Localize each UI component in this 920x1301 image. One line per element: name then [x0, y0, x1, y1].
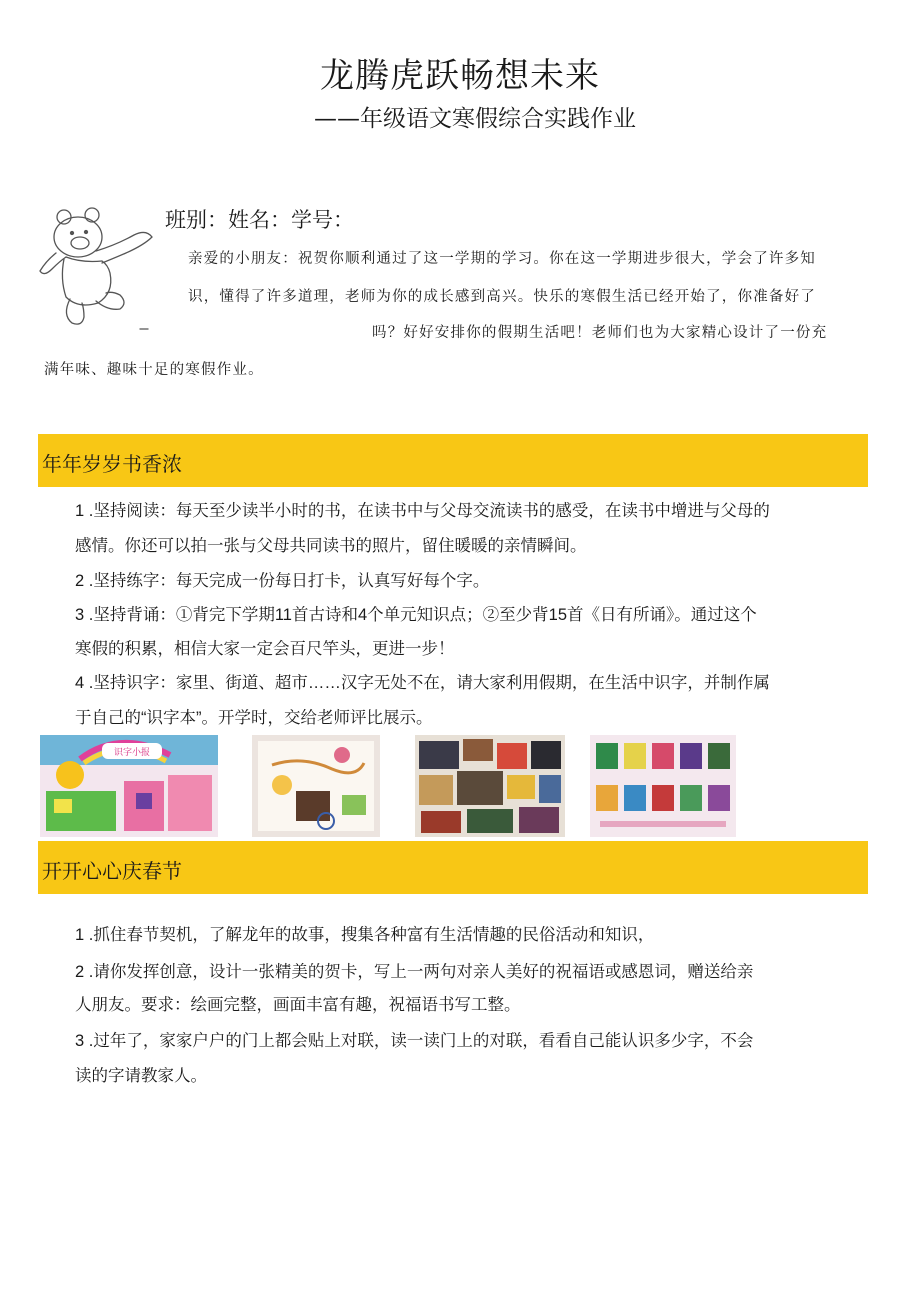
letter-line-1: 亲爱的小朋友：祝贺你顺利通过了这一学期的学习。你在这一学期进步很大，学会了许多知	[188, 251, 816, 267]
photo-literacy-poster-4	[590, 735, 736, 837]
photo-literacy-poster-2	[252, 735, 380, 837]
list-item: 1 .坚持阅读：每天至少读半小时的书，在读书中与父母交流读书的感受，在读书中增进与父母的	[75, 502, 770, 520]
page-subtitle: ——年级语文寒假综合实践作业	[314, 106, 636, 132]
list-item: 4 .坚持识字：家里、街道、超市……汉字无处不在，请大家利用假期，在生活中识字，并制作属	[75, 674, 770, 692]
poster-caption: 识字小报	[113, 748, 151, 758]
page-title: 龙腾虎跃畅想未来	[320, 56, 600, 96]
section-heading-text: 年年岁岁书香浓	[42, 452, 182, 476]
list-item-continued: 感情。你还可以拍一张与父母共同读书的照片，留住暖暖的亲情瞬间。	[75, 537, 587, 555]
pooh-bear-illustration	[36, 205, 160, 335]
list-item: 3 .过年了，家家户户的门上都会贴上对联，读一读门上的对联，看看自己能认识多少字，不会	[75, 1032, 754, 1050]
list-item-continued: 读的字请教家人。	[75, 1067, 207, 1085]
section-heading-text: 开开心心庆春节	[42, 859, 182, 883]
list-item: 2 .请你发挥创意，设计一张精美的贺卡，写上一两句对亲人美好的祝福语或感恩词，赠送给亲	[75, 963, 754, 981]
photo-literacy-poster-1	[40, 735, 218, 837]
student-info-line: 班别：姓名：学号：	[165, 208, 354, 232]
photo-literacy-poster-3	[415, 735, 565, 837]
list-item-continued: 于自己的“识字本”。开学时，交给老师评比展示。	[75, 709, 433, 727]
list-item: 2 .坚持练字：每天完成一份每日打卡，认真写好每个字。	[75, 572, 490, 590]
letter-line-4: 满年味、趣味十足的寒假作业。	[44, 362, 264, 378]
section-heading-reading	[38, 434, 868, 487]
letter-line-3: 吗？好好安排你的假期生活吧！老师们也为大家精心设计了一份充	[372, 325, 828, 341]
section-heading-spring-festival	[38, 841, 868, 894]
list-item-continued: 人朋友。要求：绘画完整，画面丰富有趣，祝福语书写工整。	[75, 996, 521, 1014]
letter-line-2: 识，懂得了许多道理，老师为你的成长感到高兴。快乐的寒假生活已经开始了，你准备好了	[188, 289, 816, 305]
list-item: 1 .抓住春节契机，了解龙年的故事，搜集各种富有生活情趣的民俗活动和知识，	[75, 926, 655, 944]
list-item: 3 .坚持背诵：①背完下学期11首古诗和4个单元知识点；②至少背15首《日有所诵》。通过这个	[75, 606, 757, 624]
list-item-continued: 寒假的积累，相信大家一定会百尺竿头，更进一步！	[75, 640, 455, 658]
